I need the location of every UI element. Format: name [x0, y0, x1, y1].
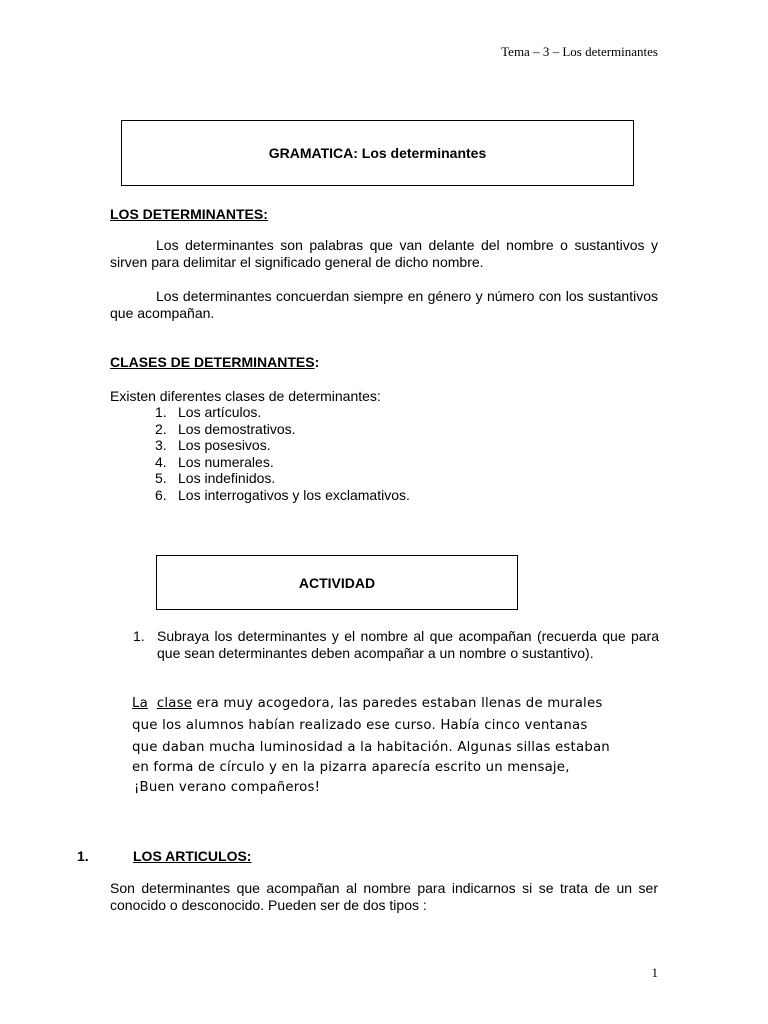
clases-intro: Existen diferentes clases de determinantes: — [110, 388, 381, 404]
document-title: GRAMATICA: Los determinantes — [268, 145, 487, 161]
list-item-text: Los indefinidos. — [178, 470, 276, 487]
section-number: 1. — [77, 848, 89, 864]
page-header: Tema – 3 – Los determinantes — [501, 44, 658, 59]
exercise-line-2: que los alumnos habían realizado ese curso. Había cinco ventanas — [132, 718, 588, 733]
list-item-number: 2. — [155, 420, 167, 437]
title-box — [121, 120, 634, 186]
paragraph-articulos: Son determinantes que acompañan al nombre para indicarnos si se trata de un ser conocido o desconocido. Pueden ser de dos tipos : — [110, 880, 658, 913]
list-item-number: 5. — [155, 470, 167, 487]
heading-articulos: LOS ARTICULOS: — [133, 848, 252, 864]
list-item — [110, 470, 410, 487]
list-item-text: Los numerales. — [178, 453, 274, 470]
heading-clases-wrapper — [110, 354, 319, 370]
heading-clases-colon: : — [314, 354, 320, 370]
page-number: 1 — [651, 965, 658, 980]
list-item-text: Los artículos. — [178, 404, 262, 420]
list-item-text: Los posesivos. — [178, 437, 271, 454]
list-item — [110, 487, 410, 504]
list-item — [110, 421, 410, 438]
list-item-number: 1. — [155, 404, 167, 420]
activity-instruction-text: Subraya los determinantes y el nombre al que acompañan (recuerda que para que sean determinantes deben acompañar a un nombre o sustantivo). — [157, 628, 659, 661]
heading-determinantes: LOS DETERMINANTES: — [110, 206, 268, 222]
list-item — [110, 454, 410, 471]
list-item-number: 4. — [155, 453, 167, 470]
list-item-number: 6. — [155, 486, 167, 503]
activity-number: 1. — [133, 628, 145, 644]
list-item — [110, 404, 410, 421]
list-item — [110, 437, 410, 454]
exercise-line-1 — [132, 694, 660, 715]
list-item-text: Los demostrativos. — [178, 420, 296, 437]
heading-clases: CLASES DE DETERMINANTES — [110, 354, 315, 370]
exercise-line-5: ¡Buen verano compañeros! — [134, 780, 321, 795]
list-item-number: 3. — [155, 437, 167, 454]
list-item-text: Los interrogativos y los exclamativos. — [178, 486, 410, 503]
exercise-text: era muy acogedora, las paredes estaban llenas de murales — [192, 696, 603, 711]
exercise-line-4: en forma de círculo y en la pizarra aparecía escrito un mensaje, — [132, 760, 570, 775]
activity-instruction — [133, 628, 659, 662]
underlined-word: clase — [156, 696, 193, 711]
paragraph-definition: Los determinantes son palabras que van delante del nombre o sustantivos y sirven para delimitar el significado general de dicho nombre. — [110, 237, 658, 270]
activity-title: ACTIVIDAD — [298, 574, 376, 591]
paragraph-concordancia: Los determinantes concuerdan siempre en género y número con los sustantivos que acompañan. — [110, 288, 658, 321]
clases-list — [110, 404, 410, 504]
underlined-word: La — [132, 696, 148, 711]
exercise-line-3: que daban mucha luminosidad a la habitación. Algunas sillas estaban — [132, 740, 610, 755]
activity-box — [156, 555, 518, 610]
